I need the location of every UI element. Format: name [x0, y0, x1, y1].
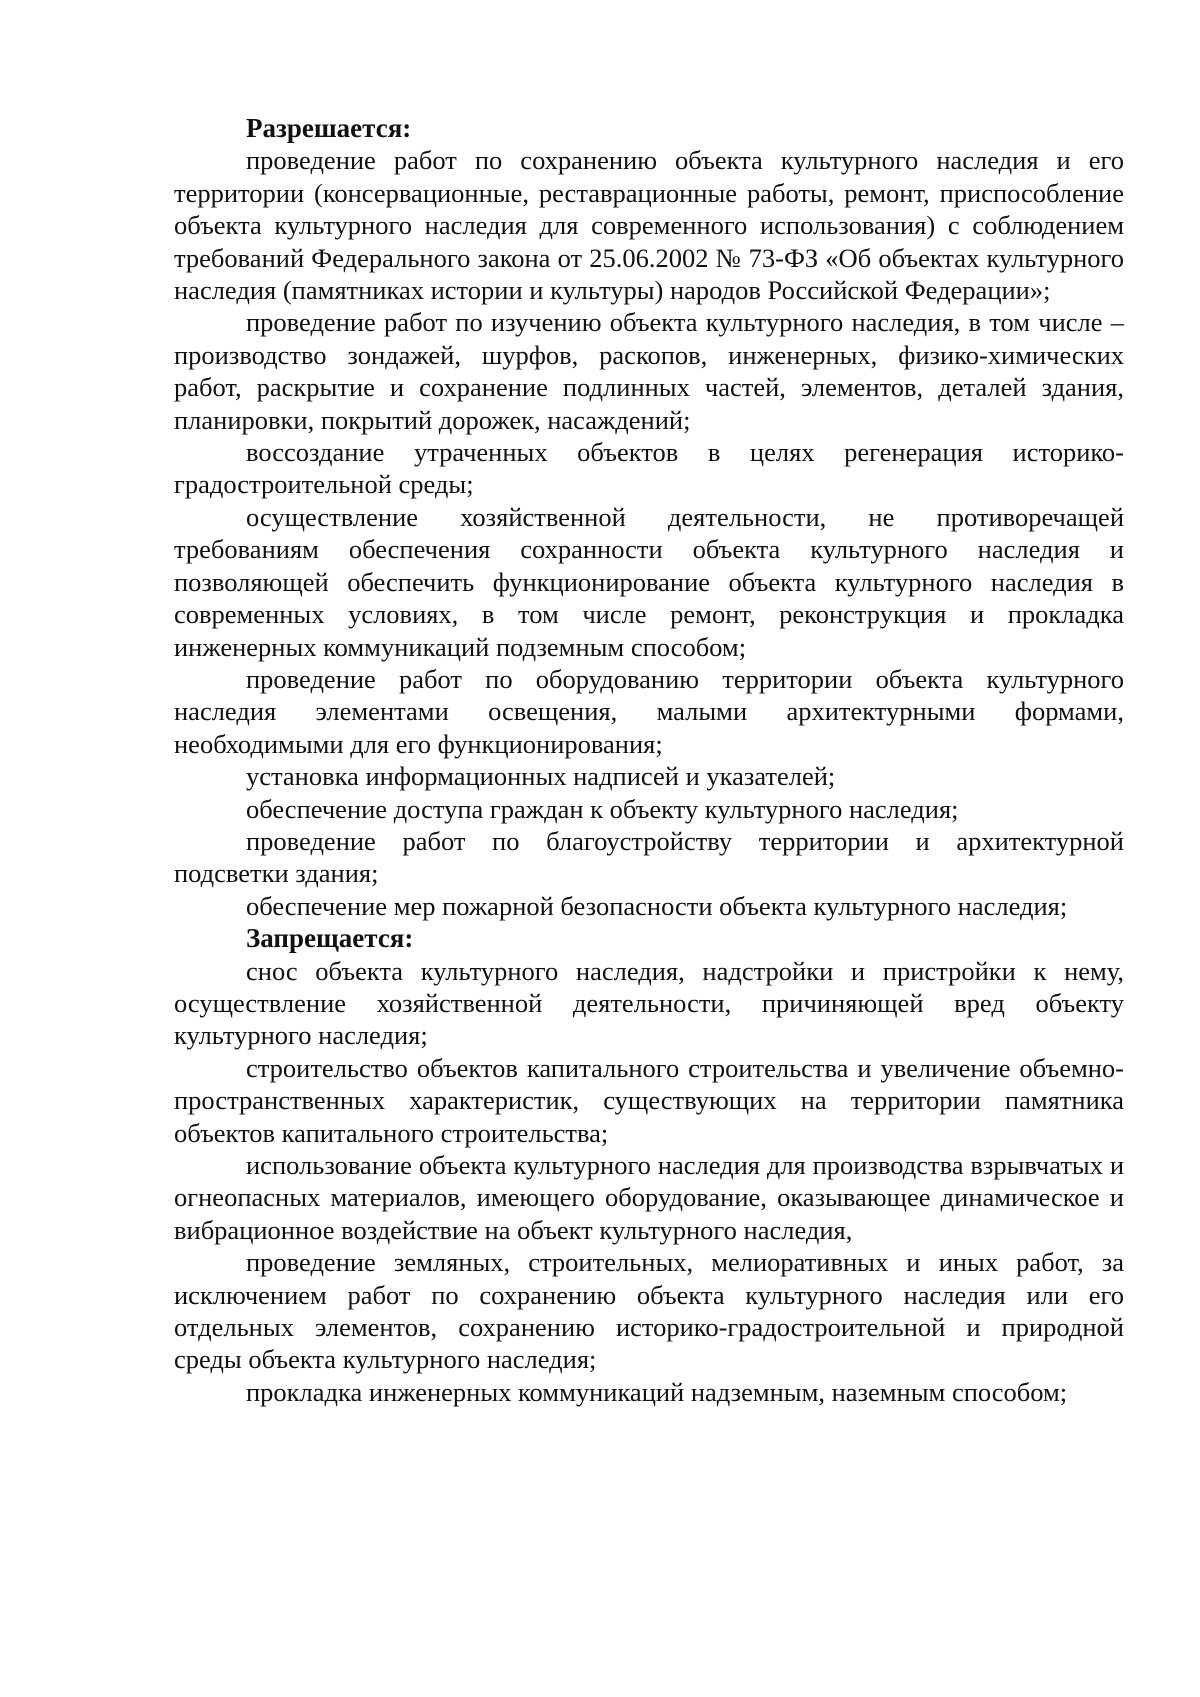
- section-forbidden: [174, 922, 1124, 1408]
- section-heading-forbidden: Запрещается:: [246, 923, 414, 954]
- paragraph: проведение работ по благоустройству территории и архитектурной подсветки здания;: [174, 825, 1124, 889]
- paragraph: обеспечение доступа граждан к объекту культурного наследия;: [246, 793, 959, 824]
- paragraph: использование объекта культурного наследия для производства взрывчатых и огнеопасных материалов, имеющего оборудование, оказывающее динамическое и вибрационное воздействие на объект культурного наследия,: [174, 1150, 1124, 1245]
- paragraph: проведение работ по оборудованию территории объекта культурного наследия элементами освещения, малыми архитектурными формами, необходимыми для его функционирования;: [174, 663, 1124, 759]
- paragraph: воссоздание утраченных объектов в целях регенерация историко-градостроительной среды;: [174, 437, 1124, 500]
- document-body: [174, 112, 1124, 1408]
- paragraph: обеспечение мер пожарной безопасности объекта культурного наследия;: [246, 890, 1068, 921]
- paragraph: снос объекта культурного наследия, надстройки и пристройки к нему, осуществление хозяйственной деятельности, причиняющей вред объекту культурного наследия;: [174, 955, 1124, 1051]
- paragraph: установка информационных надписей и указателей;: [246, 761, 836, 792]
- paragraph: прокладка инженерных коммуникаций надземным, наземным способом;: [246, 1376, 1068, 1407]
- paragraph: осуществление хозяйственной деятельности, не противоречащей требованиям обеспечения сохранности объекта культурного наследия и позволяющей обеспечить функционирование объекта культурного наследия в современных условиях, в том числе ремонт, реконструкция и прокладка инженерных коммуникаций подземным способом;: [174, 501, 1124, 662]
- section-allowed: [174, 112, 1124, 922]
- section-heading-allowed: Разрешается:: [246, 113, 412, 143]
- paragraph: проведение работ по изучению объекта культурного наследия, в том числе – производство зондажей, шурфов, раскопов, инженерных, физико-химических работ, раскрытие и сохранение подлинных частей, элементов, деталей здания, планировки, покрытий дорожек, насаждений;: [174, 307, 1124, 435]
- paragraph: проведение работ по сохранению объекта культурного наследия и его территории (консервационные, реставрационные работы, ремонт, приспособление объекта культурного наследия для современного использования) с соблюдением требований Федерального закона от 25.06.2002 № 73-ФЗ «Об объектах культурного наследия (памятниках истории и культуры) народов Российской Федерации»;: [174, 145, 1124, 306]
- paragraph: строительство объектов капитального строительства и увеличение объемно-пространственных характеристик, существующих на территории памятника объектов капитального строительства;: [174, 1052, 1124, 1148]
- paragraph: проведение земляных, строительных, мелиоративных и иных работ, за исключением работ по сохранению объекта культурного наследия или его отдельных элементов, сохранению историко-градостроительной и природной среды объекта культурного наследия;: [174, 1247, 1124, 1375]
